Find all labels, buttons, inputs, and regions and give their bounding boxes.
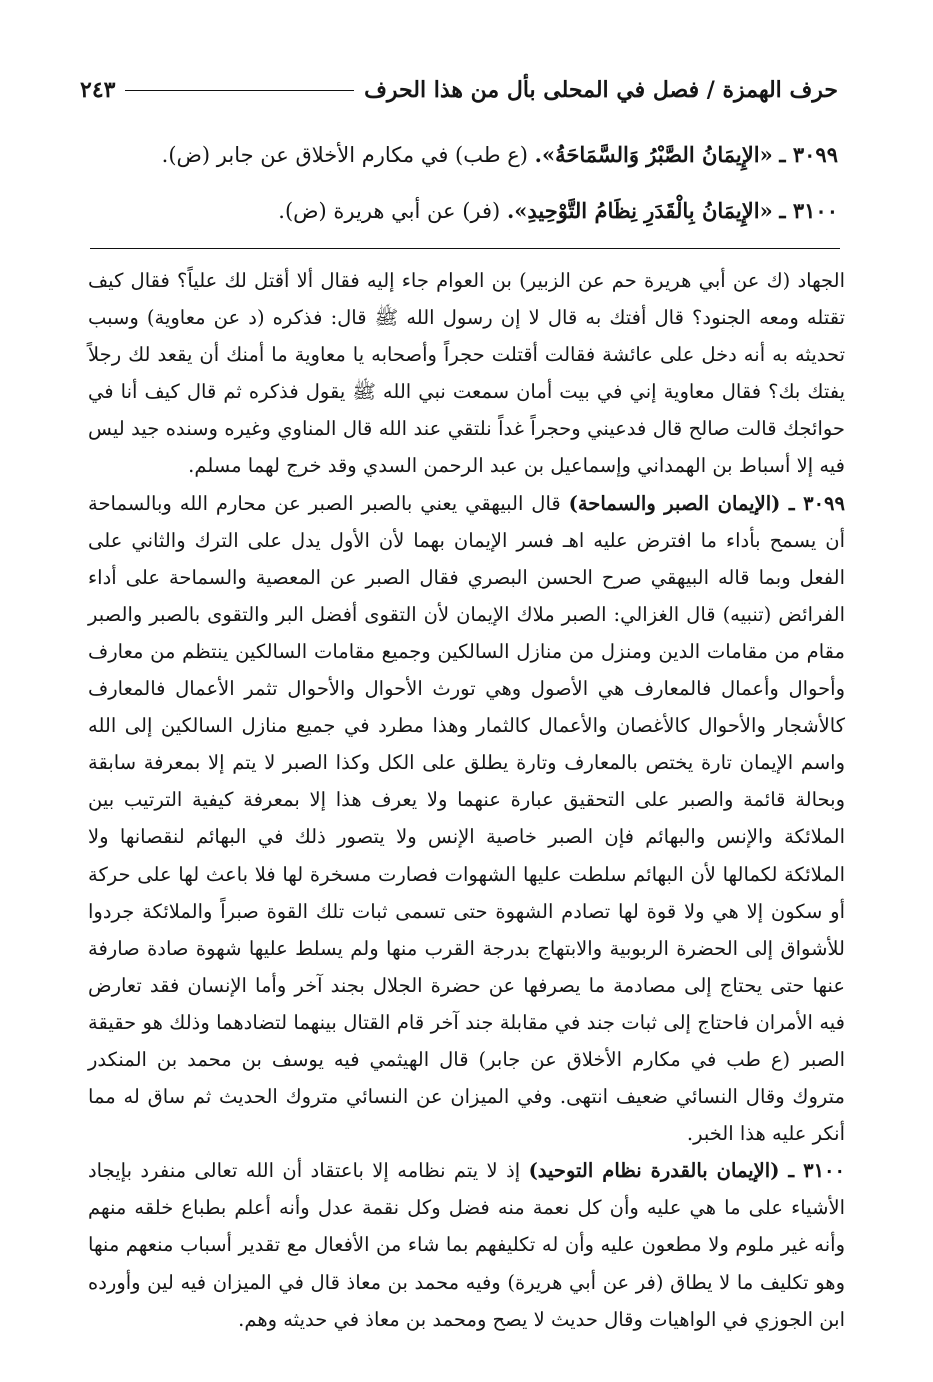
commentary-3100	[88, 1152, 845, 1337]
hadith-text: «الإِيمَانُ الصَّبْرُ وَالسَّمَاحَةُ».	[534, 142, 773, 167]
commentary-3099-lead: ٣٠٩٩ ـ (الإيمان الصبر والسماحة)	[568, 491, 845, 515]
commentary-intro: الجهاد (ك عن أبي هريرة حم عن الزبير) بن العوام جاء إليه فقال ألا أقتل لك علياً؟ فقال كيف تقتله ومعه الجنود؟ قال أفتك به قال لا إن رسول الله ﷺ قال: فذكره (د عن معاوية) وسبب تحديثه به أنه دخل على عائشة فقالت أقتلت حجراً وأصحابه يا معاوية ما أمنك أن يقعد لك رجلاً يفتك بك؟ فقال معاوية إني في بيت أمان سمعت نبي الله ﷺ يقول فذكره ثم قال كيف أنا في حوائجك قالت صالح قال فدعيني وحجراً غداً نلتقي عند الله قال المناوي وغيره وسنده جيد ليس فيه إلا أسباط بن الهمداني وإسماعيل بن عبد الرحمن السدي وقد خرج لهما مسلم.	[88, 269, 845, 478]
commentary	[88, 262, 845, 1338]
running-header	[80, 70, 838, 110]
header-rule	[125, 90, 354, 91]
hadith-number: ٣٠٩٩ ـ	[779, 142, 838, 167]
commentary-3100-lead: ٣١٠٠ ـ (الإيمان بالقدرة نظام التوحيد)	[528, 1159, 845, 1183]
hadith-3100	[118, 198, 838, 223]
hadith-source: (فر) عن أبي هريرة (ض).	[278, 199, 501, 223]
section-divider	[90, 248, 840, 249]
hadith-text: «الإِيمَانُ بِالْقَدَرِ نِظَامُ التَّوْحِيدِ».	[506, 198, 773, 223]
commentary-3099	[88, 485, 845, 1153]
commentary-3100-body: إذ لا يتم نظامه إلا باعتقاد أن الله تعالى منفرد بإيجاد الأشياء على ما هي عليه وأن كل نعمة منه فضل وكل نقمة عدل وأنه أعلم بطباع خلقه منهم وأنه غير ملوم ولا مطعون عليه وأن له تكليفهم بما شاء من الأفعال مع تقدير أسباب منعهم منها وهو تكليف ما لا يطاق (فر عن أبي هريرة) وفيه محمد بن معاذ قال في الميزان فيه لين وأورده ابن الجوزي في الواهيات وقال حديث لا يصح ومحمد بن معاذ في حديثه وهم.	[88, 1159, 845, 1331]
commentary-3099-body: قال البيهقي يعني بالصبر الصبر عن محارم الله وبالسماحة أن يسمح بأداء ما افترض عليه اهـ فسر الإيمان بهما لأن الأول يدل على الترك والثاني على الفعل وبما قاله البيهقي صرح الحسن البصري فقال الصبر عن المعصية والسماحة على أداء الفرائض (تنبيه) قال الغزالي: الصبر ملاك الإيمان لأن التقوى أفضل البر والتقوى بالصبر والصبر مقام من مقامات الدين ومنزل من منازل السالكين وجميع مقامات السالكين ينتظم من معارف وأحوال وأعمال فالمعارف هي الأصول وهي تورث الأحوال والأحوال تثمر الأعمال فالمعارف كالأشجار والأحوال كالأغصان والأعمال كالثمار وهذا مطرد في جميع منازل السالكين إلى الله واسم الإيمان تارة يختص بالمعارف وتارة يطلق على الكل وكذا الصبر لا يتم إلا بمعرفة سابقة وبحالة قائمة والصبر على التحقيق عبارة عنهما ولا يعرف هذا إلا بمعرفة كيفية الترتيب بين الملائكة والإنس والبهائم فإن الصبر خاصية الإنس ولا يتصور ذلك في البهائم لنقصانها ولا الملائكة لكمالها لأن البهائم سلطت عليها الشهوات فصارت مسخرة لها فلا باعث لها على حركة أو سكون إلا هي ولا قوة لها تصادم الشهوة حتى تسمى ثبات تلك القوة صبراً والملائكة جردوا للأشواق إلى الحضرة الربوبية والابتهاج بدرجة القرب منها ولم يسلط عليها شهوة صادة صارفة عنها حتى يحتاج إلى مصادمة ما يصرفها عن حضرة الجلال بجند آخر وأما الإنسان فقد تعارض فيه الأمران فاحتاج إلى ثبات جند في مقابلة جند آخر قام القتال بينهما لتضادهما وذلك هو حقيقة الصبر (ع طب في مكارم الأخلاق عن جابر) قال الهيثمي فيه يوسف بن محمد بن المنكدر متروك وقال النسائي ضعيف انتهى. وفي الميزان عن النسائي متروك الحديث ثم ساق له مما أنكر عليه هذا الخبر.	[88, 491, 845, 1146]
hadith-3099	[118, 142, 838, 167]
page-number: ٢٤٣	[80, 77, 116, 103]
hadith-number: ٣١٠٠ ـ	[779, 198, 838, 223]
header-title: حرف الهمزة / فصل في المحلى بأل من هذا الحرف	[364, 77, 838, 103]
hadith-source: (ع طب) في مكارم الأخلاق عن جابر (ض).	[161, 143, 528, 167]
